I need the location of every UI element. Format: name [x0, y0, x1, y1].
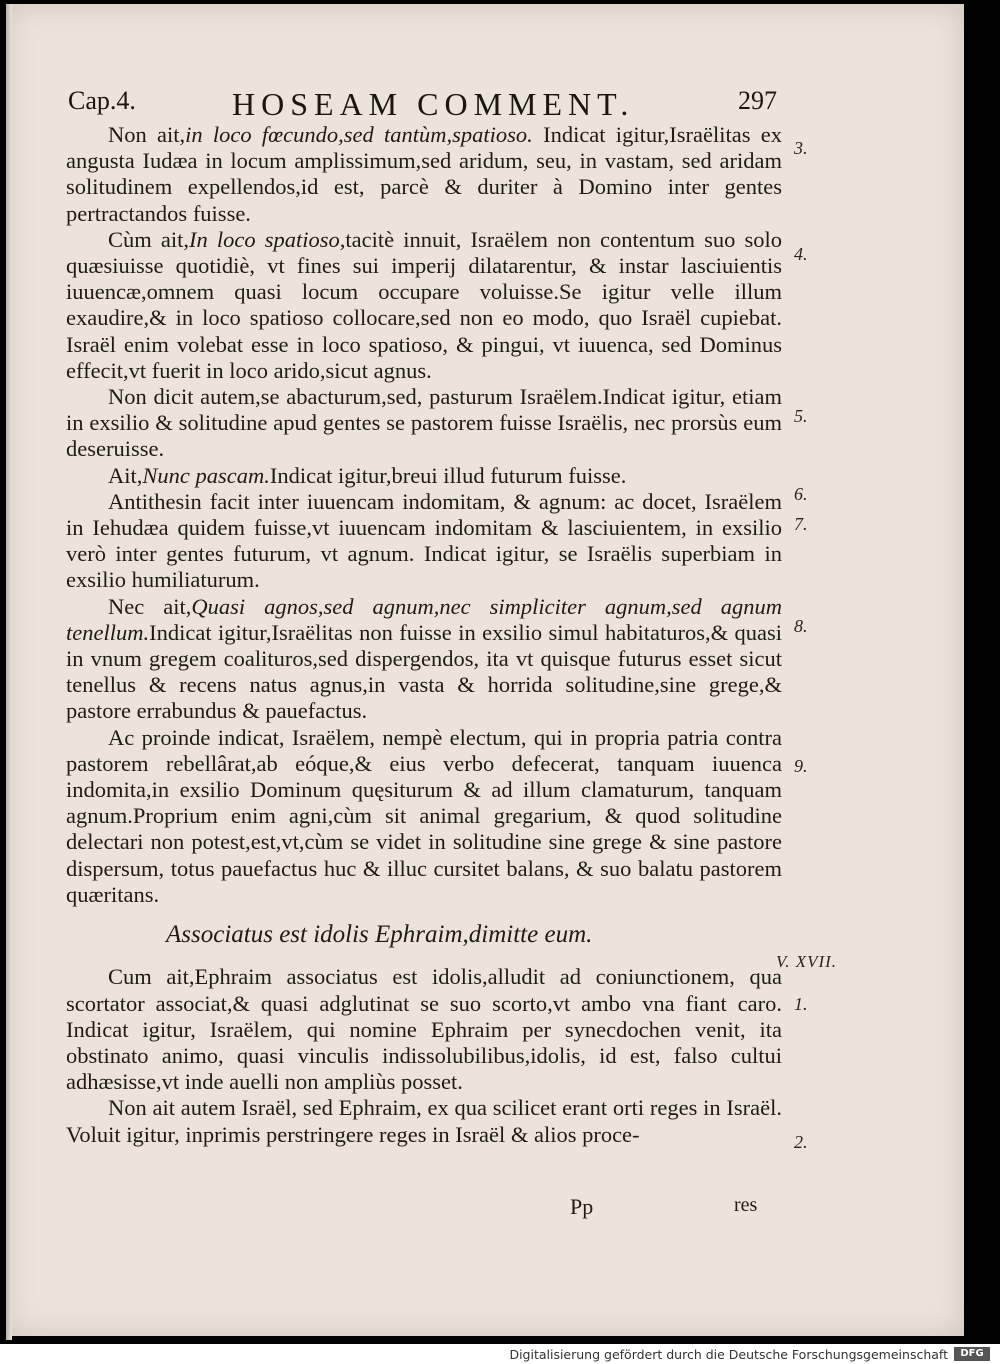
paragraph-2	[66, 227, 782, 384]
paragraph-9	[66, 1095, 782, 1147]
paragraph-text: Ac proinde indicat, Israëlem, nempè electum, qui in propria patria contra pastorem rebellârat,ab eóque,& eius verbo defecerat, tanquam iuuenca indomita,in exsilio Dominum quęsiturum & ad illum clamaturum, tanquam agnum.Proprium enim agni,cùm sit animal gregarium, & quod solitudine delectari non potest,est,vt,cùm se videt in solitudine sine grege & sine pastore dispersum, totus pauefactus huc & illuc cursitet balans, & suo balatu pastorem quæritans.	[66, 724, 782, 907]
paragraph-text: Indicat igitur,Israëlitas non fuisse in exsilio simul habitaturos,& quasi in vnum gregem coalituros,sed dispergendos, ita vt quisque futurus esset sicut tenellus & recens natus agnus,in vasta & horrida solitudine,sine grege,& pastore errabundus & pauefactus.	[66, 619, 782, 724]
paragraph-text: Non ait autem Israël, sed Ephraim, ex qua scilicet erant orti reges in Israël. Voluit igitur, inprimis perstringere reges in Israël & alios proce-	[66, 1095, 782, 1147]
page-edge-shadow	[6, 4, 12, 1340]
paragraph-lead: Ait,	[108, 462, 143, 488]
margin-note: 2.	[794, 1132, 808, 1152]
paragraph-text: Cum ait,Ephraim associatus est idolis,alludit ad coniunctionem, qua scortator associat,& quasi adglutinat se suo scorto,vt ambo vna fiant caro. Indicat igitur, Israëlem, qui nomine Ephraim per synecdochen venit, ita obstinato animo, quasi vinculis indissolubilibus,idolis, id est, falso cultui adhæsisse,vt inde auelli non ampliùs posset.	[66, 964, 782, 1095]
margin-note: 3.	[794, 138, 808, 158]
margin-note: 5.	[794, 406, 808, 426]
paragraph-4	[66, 463, 782, 489]
quotation: in loco fœcundo,sed tantùm,spatioso.	[185, 122, 533, 147]
margin-note: 9.	[794, 756, 808, 776]
paragraph-lead: Nec ait,	[108, 593, 192, 619]
margin-note: 4.	[794, 244, 808, 264]
signature-mark: Pp	[570, 1194, 594, 1219]
paragraph-1	[66, 122, 782, 227]
chapter-label: Cap.4.	[68, 86, 136, 115]
paragraph-lead: Non ait,	[108, 122, 186, 147]
running-title: HOSEAM COMMENT.	[232, 86, 635, 122]
paragraph-text: Non dicit autem,se abacturum,sed, pasturum Israëlem.Indicat igitur, etiam in exsilio & solitudine apud gentes se pastorem fuisse Israëlis, nec prorsùs eum deseruisse.	[66, 384, 782, 462]
paragraph-text: tacitè innuit, Israëlem non contentum suo solo quæsiuisse quotidiè, vt fines sui imperij dilatarentur, & instar lasciuientis iuuencæ,omnem quasi locum occupare voluisse.Se igitur velle illum exaudire,& in loco spatioso collocare,sed non eo modo, quo Israël cupiebat. Israël enim volebat esse in loco spatioso, & pingui, vt iuuenca, sed Dominus effecit,vt fuerit in loco arido,sicut agnus.	[66, 226, 782, 383]
margin-note: 6.	[794, 484, 808, 504]
quotation: Nunc pascam.	[142, 462, 270, 488]
margin-note: 8.	[794, 616, 808, 636]
paragraph-5	[66, 489, 782, 594]
book-page	[6, 4, 964, 1336]
footer-bar	[0, 1344, 1000, 1364]
paragraph-7	[66, 725, 782, 908]
paragraph-text: Indicat igitur,Israëlitas ex angusta Iudæa in locum amplissimum,sed aridum, seu, in vastam, sed aridam solitudinem expellendos,id est, parcè & duriter à Domino inter gentes pertractandos fuisse.	[66, 122, 782, 226]
margin-note: 7.	[794, 514, 808, 534]
margin-note: 1.	[794, 994, 808, 1014]
quotation: Quasi agnos,sed agnum,nec simpliciter agnum,sed agnum tenellum.	[66, 593, 782, 645]
quotation: In loco spatioso,	[189, 226, 346, 252]
verse-heading: Associatus est idolis Ephraim,dimitte eum.	[166, 921, 593, 949]
paragraph-6	[66, 594, 782, 725]
paragraph-3	[66, 384, 782, 463]
margin-note-verse: V. XVII.	[776, 952, 838, 971]
paragraph-8	[66, 964, 782, 1095]
funding-notice: Digitalisierung gefördert durch die Deutsche Forschungsgemeinschaft	[509, 1347, 948, 1362]
dfg-logo: DFG	[954, 1347, 990, 1361]
paragraph-text: Indicat igitur,breui illud futurum fuisse.	[269, 462, 627, 488]
paragraph-text: Antithesin facit inter iuuencam indomitam, & agnum: ac docet, Israëlem in Iehudæa quidem fuisse,vt iuuencam indomitam & lasciuientem, in exsilio verò inter gentes futurum, vt agnum. Indicat igitur, se Israëlis superbiam in exsilio humiliaturum.	[66, 488, 782, 593]
catchword: res	[734, 1194, 758, 1216]
body-text	[66, 122, 782, 1148]
paragraph-lead: Cùm ait,	[108, 226, 190, 252]
page-number: 297	[738, 86, 777, 115]
